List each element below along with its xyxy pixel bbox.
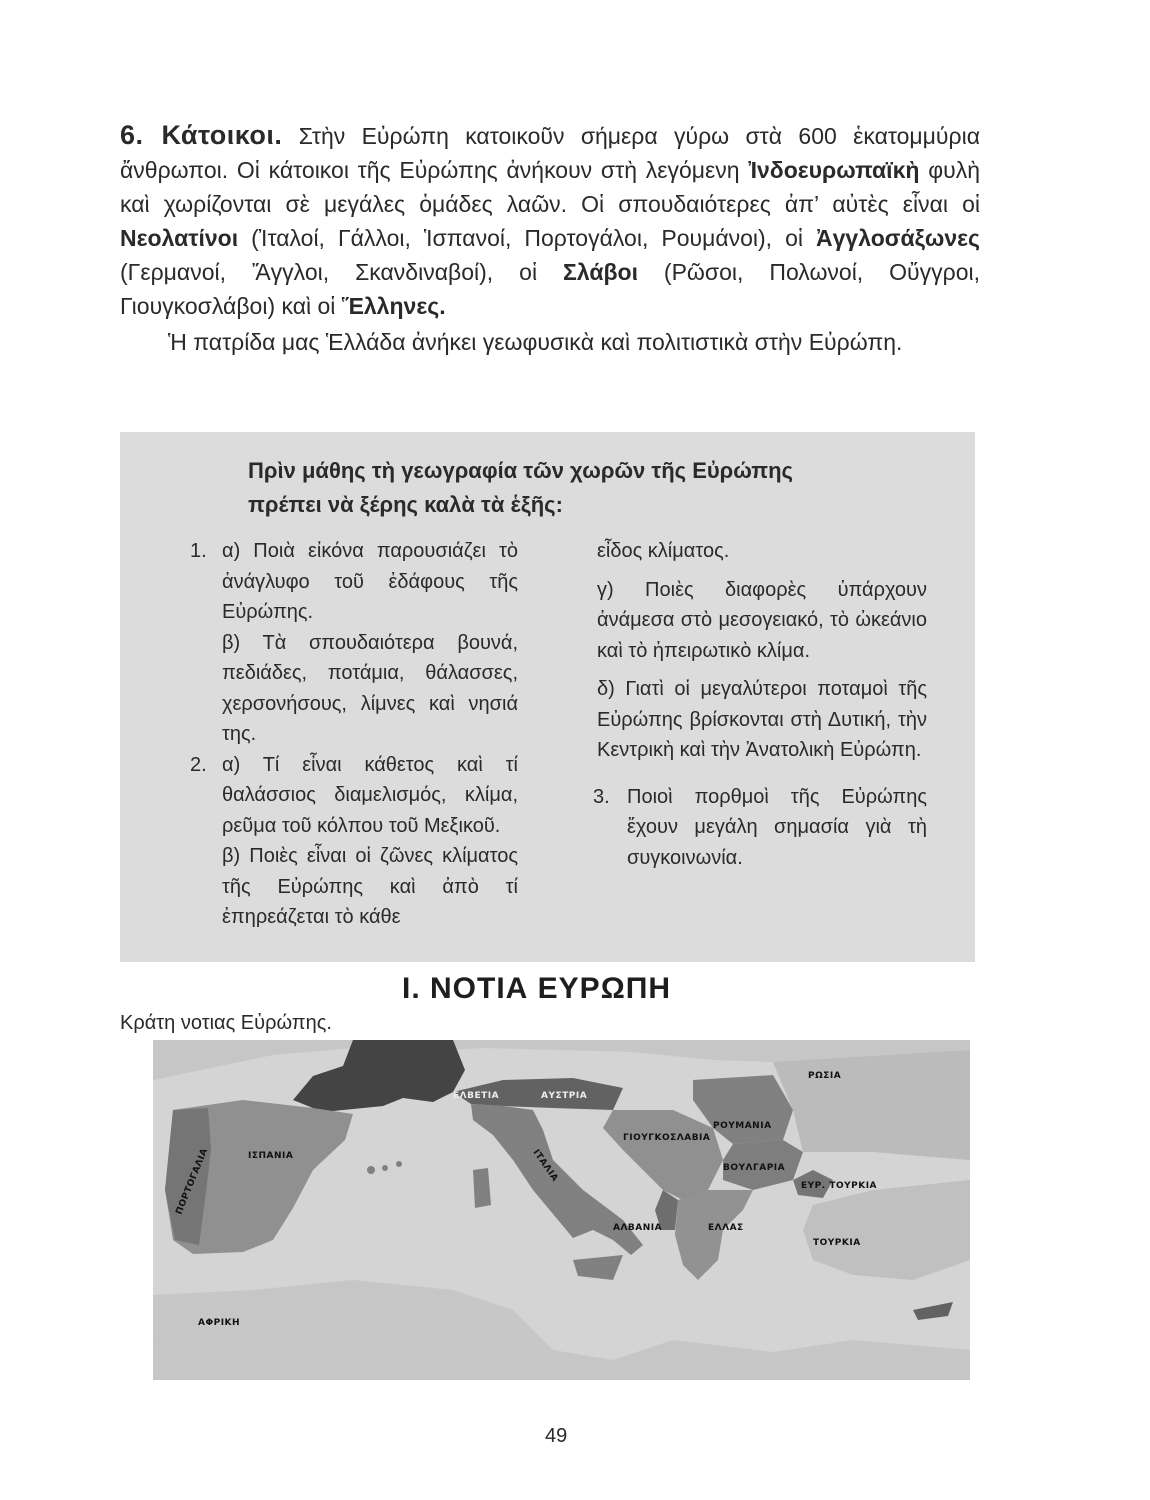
map-label-romania: ΡΟΥΜΑΝΙΑ bbox=[713, 1121, 772, 1131]
map-label-italy: ΙΤΑΛΙΑ bbox=[530, 1147, 560, 1184]
map-label-eur-turkey: ΕΥΡ. ΤΟΥΡΚΙΑ bbox=[801, 1181, 878, 1191]
spacer bbox=[597, 666, 927, 674]
review-item bbox=[178, 750, 518, 842]
item-text: γ) Ποιὲς διαφορὲς ὑπάρχουν ἀνάμεσα στὸ μεσογειακό, τὸ ὠκεάνιο καὶ τὸ ἠπειρωτικὸ κλίμα. bbox=[597, 578, 927, 662]
map-label-albania: ΑΛΒΑΝΙΑ bbox=[613, 1223, 663, 1233]
intro-section bbox=[120, 118, 980, 359]
page-number: 49 bbox=[545, 1425, 568, 1447]
review-column-right bbox=[593, 536, 927, 873]
map-label-spain: ΙΣΠΑΝΙΑ bbox=[248, 1151, 294, 1161]
section-heading: 6. Κάτοικοι. bbox=[120, 120, 283, 150]
item-text: Ποιοὶ πορθμοὶ τῆς Εὐρώπης ἔχουν μεγάλη σημασία γιὰ τὴ συγκοινωνία. bbox=[627, 785, 927, 869]
review-item bbox=[178, 628, 518, 750]
spacer bbox=[597, 766, 927, 782]
map-caption: Κράτη νοτιας Εὐρώπης. bbox=[120, 1012, 332, 1034]
map-label-turkey: ΤΟΥΡΚΙΑ bbox=[813, 1238, 861, 1248]
map-graphic bbox=[153, 1040, 970, 1380]
intro-text: (Ἰταλοί, Γάλλοι, Ἱσπανοί, Πορτογάλοι, Ρουμάνοι), οἱ bbox=[238, 225, 817, 251]
review-box-title bbox=[248, 454, 888, 522]
intro-bold-term: Ἕλληνες. bbox=[341, 293, 446, 319]
review-title-line: Πρὶν μάθης τὴ γεωγραφία τῶν χωρῶν τῆς Εὐρώπης bbox=[248, 458, 793, 483]
intro-text: (Γερμανοί, Ἄγγλοι, Σκανδιναβοί), οἱ bbox=[120, 259, 564, 285]
intro-paragraph-2: Ἡ πατρίδα μας Ἑλλάδα ἀνήκει γεωφυσικὰ καὶ πολιτιστικὰ στὴν Εὐρώπη. bbox=[168, 329, 903, 355]
review-item bbox=[597, 674, 927, 766]
chapter-title: I. ΝΟΤΙΑ ΕΥΡΩΠΗ bbox=[402, 972, 672, 1005]
item-text: β) Τὰ σπουδαιότερα βουνά, πεδιάδες, ποτάμια, θάλασσες, χερσονήσους, λίμνες καὶ νησιά της. bbox=[222, 631, 518, 745]
map-label-bulgaria: ΒΟΥΛΓΑΡΙΑ bbox=[723, 1163, 786, 1173]
intro-text: Στὴν Εὐρώπη κατοικοῦν σήμερα γύρω στὰ 600 ἑκατομμύρια ἄνθρωποι. Οἱ κάτοικοι τῆς Εὐρώπης ἀνήκουν στὴ λεγόμενη bbox=[120, 123, 981, 183]
review-item bbox=[178, 536, 518, 628]
map-label-russia: ΡΩΣΙΑ bbox=[808, 1071, 842, 1081]
review-item bbox=[597, 575, 927, 667]
intro-bold-term: Ἀγγλοσάξωνες bbox=[816, 225, 980, 251]
review-column-left bbox=[178, 536, 518, 933]
item-number: 2. bbox=[190, 753, 207, 776]
intro-text: φυλὴ καὶ χωρίζονται σὲ μεγάλες ὁμάδες λαῶν. Οἱ σπουδαιότερες ἀπ’ αὐτὲς εἶναι οἱ bbox=[120, 157, 980, 217]
review-item bbox=[593, 782, 927, 874]
item-text: εἶδος κλίματος. bbox=[597, 540, 730, 562]
review-item bbox=[178, 841, 518, 933]
southern-europe-map bbox=[153, 1040, 970, 1380]
intro-bold-term: Ἰνδοευρωπαϊκὴ bbox=[748, 157, 920, 183]
item-text: β) Ποιὲς εἶναι οἱ ζῶνες κλίματος τῆς Εὐρώπης καὶ ἀπὸ τί ἐπηρεάζεται τὸ κάθε bbox=[222, 845, 518, 928]
intro-bold-term: Σλάβοι bbox=[563, 259, 638, 285]
review-title-line: πρέπει νὰ ξέρης καλὰ τὰ ἑξῆς: bbox=[248, 492, 563, 517]
map-label-portugal: ΠΟΡΤΟΓΑΛΙΑ bbox=[174, 1146, 211, 1217]
map-label-africa: ΑΦΡΙΚΗ bbox=[198, 1318, 241, 1328]
intro-paragraph bbox=[120, 118, 980, 323]
intro-text: (Ρῶσοι, Πολωνοί, Οὔγγροι, Γιουγκοσλάβοι) καὶ οἱ bbox=[120, 259, 980, 319]
review-item bbox=[597, 536, 927, 567]
item-number: 1. bbox=[190, 540, 207, 562]
item-text: α) Τί εἶναι κάθετος καὶ τί θαλάσσιος διαμελισμός, κλίμα, ρεῦμα τοῦ κόλπου τοῦ Μεξικοῦ. bbox=[222, 753, 518, 837]
map-label-switzerland: ΕΛΒΕΤΙΑ bbox=[453, 1091, 500, 1101]
item-number: 3. bbox=[593, 785, 610, 808]
map-label-austria: ΑΥΣΤΡΙΑ bbox=[541, 1091, 588, 1101]
item-text: δ) Γιατὶ οἱ μεγαλύτεροι ποταμοὶ τῆς Εὐρώπης βρίσκονται στὴ Δυτική, τὴν Κεντρικὴ καὶ τὴν Ἀνατολικὴ Εὐρώπη. bbox=[597, 678, 927, 761]
map-label-yugoslavia: ΓΙΟΥΓΚΟΣΛΑΒΙΑ bbox=[623, 1133, 711, 1143]
map-label-greece: ΕΛΛΑΣ bbox=[708, 1223, 744, 1233]
review-box bbox=[120, 432, 975, 962]
intro-bold-term: Νεολατίνοι bbox=[120, 225, 239, 251]
item-text: α) Ποιὰ εἰκόνα παρουσιάζει τὸ ἀνάγλυφο τοῦ ἐδάφους τῆς Εὐρώπης. bbox=[222, 540, 518, 623]
spacer bbox=[597, 567, 927, 575]
